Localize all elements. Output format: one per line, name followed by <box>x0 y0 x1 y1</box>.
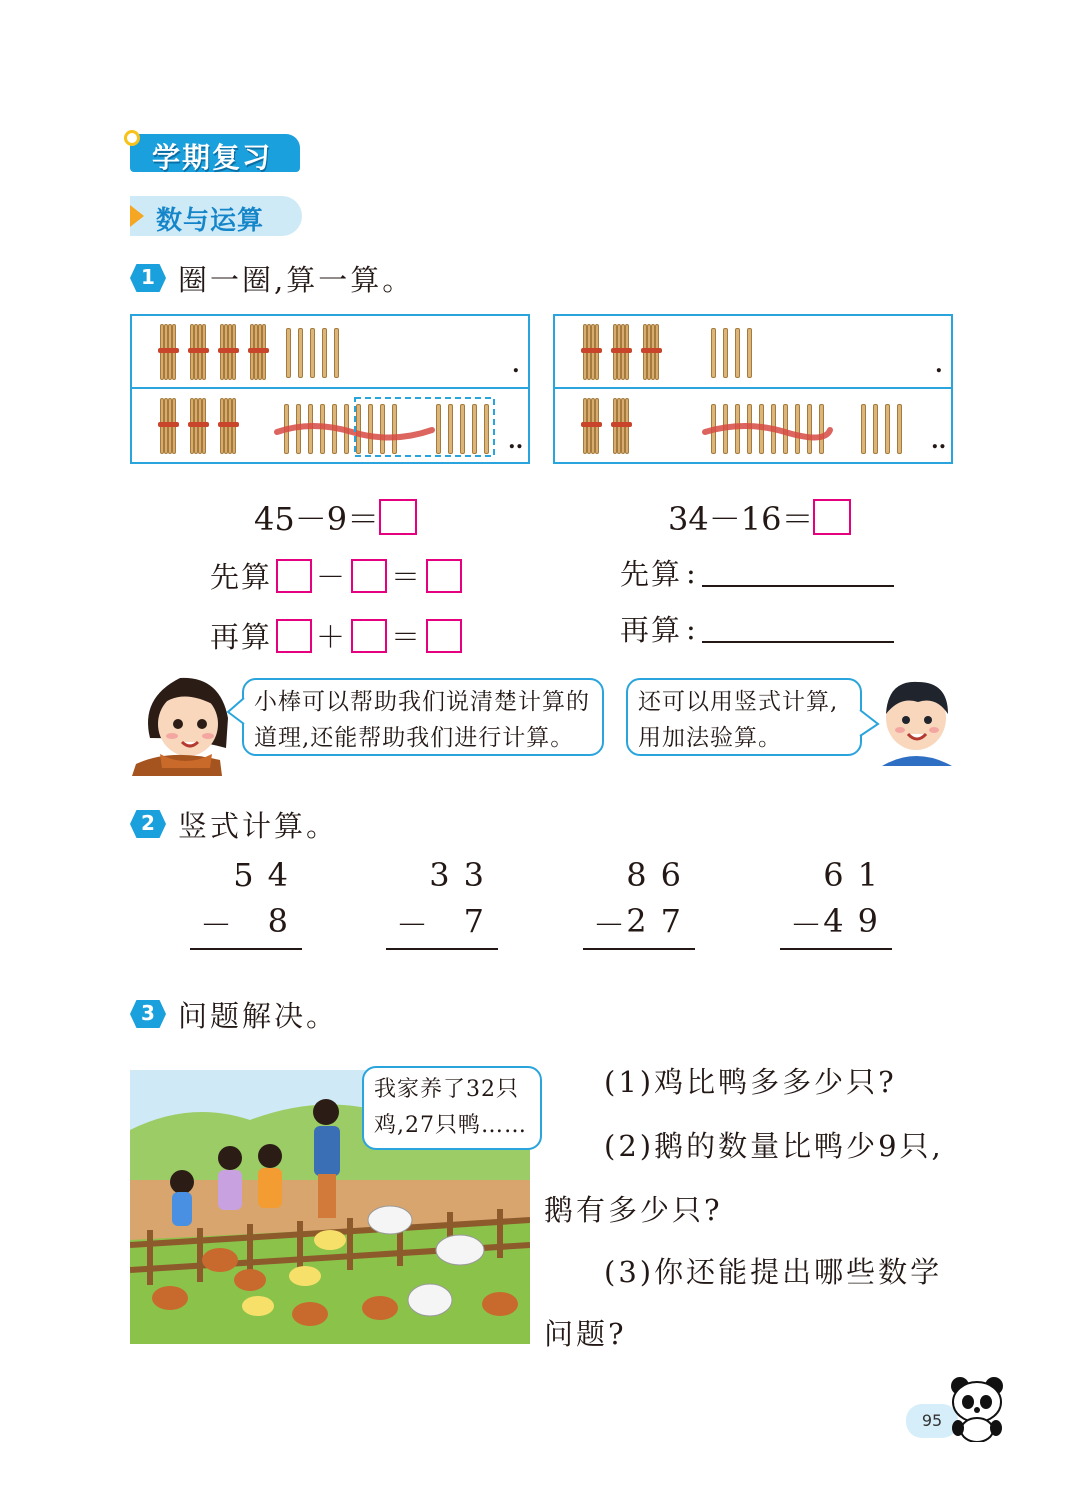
speech-bubble-farmer-text: 我家养了32只鸡,27只鸭…… <box>374 1077 527 1138</box>
colon: : <box>686 555 698 590</box>
question-number-1: 1 <box>130 264 166 292</box>
calc-line <box>780 948 892 950</box>
minuend: 86 <box>626 856 695 894</box>
minus-sign: － <box>593 906 626 944</box>
subtrahend: 8 <box>267 902 302 940</box>
speech-bubble-girl-text: 小棒可以帮助我们说清楚计算的道理,还能帮助我们进行计算。 <box>254 689 590 751</box>
question-3-part-3-cont: 问题? <box>544 1317 627 1351</box>
question-2-text: 竖式计算。 <box>178 809 339 843</box>
subsection-title: 数与运算 <box>156 206 265 236</box>
equation-right-text: 34－16＝ <box>668 500 814 538</box>
question-3-part-2: (2)鹅的数量比鸭少9只, <box>604 1129 944 1163</box>
bubble-tail-left <box>226 696 246 726</box>
question-3-part-1: (1)鸡比鸭多多少只? <box>604 1065 897 1099</box>
speech-bubble-farmer <box>362 1066 542 1150</box>
section-title: 学期复习 <box>152 141 273 174</box>
question-1-text: 圈一圈,算一算。 <box>178 263 415 297</box>
answer-box[interactable] <box>813 499 851 535</box>
subtrahend: 7 <box>463 902 498 940</box>
question-3-part-2-cont: 鹅有多少只? <box>544 1193 723 1227</box>
section-title-banner <box>130 134 300 172</box>
first-step-row-left <box>210 555 462 596</box>
vertical-calc-2 <box>386 856 498 956</box>
vertical-calc-4 <box>780 856 892 956</box>
answer-box[interactable] <box>426 559 462 593</box>
answer-box[interactable] <box>351 619 387 653</box>
question-number-2: 2 <box>130 810 166 838</box>
plus-sign: ＋ <box>316 620 348 654</box>
calc-line <box>583 948 695 950</box>
subsection-title-banner <box>130 196 302 236</box>
dots-top-left: . <box>512 352 520 378</box>
speech-bubble-boy-text: 还可以用竖式计算,用加法验算。 <box>638 689 839 751</box>
minuend: 61 <box>823 856 892 894</box>
speech-bubble-girl <box>242 678 604 756</box>
regroup-marks-right <box>555 316 955 466</box>
minuend: 33 <box>429 856 498 894</box>
first-step-row-right <box>620 552 894 593</box>
speech-bubble-boy <box>626 678 862 756</box>
girl-avatar <box>130 668 236 776</box>
first-label: 先算 <box>620 557 683 591</box>
dots-bottom-right: .. <box>931 428 947 454</box>
minus-sign: － <box>396 906 429 944</box>
question-number-3: 3 <box>130 1000 166 1028</box>
subtrahend: 27 <box>626 902 695 940</box>
colon: : <box>686 611 698 646</box>
calc-line <box>386 948 498 950</box>
then-step-row-left <box>210 615 462 656</box>
question-3-text: 问题解决。 <box>178 999 339 1033</box>
subtrahend: 49 <box>823 902 892 940</box>
calc-line <box>190 948 302 950</box>
triangle-marker-icon <box>130 205 144 227</box>
answer-line[interactable] <box>702 615 894 643</box>
answer-box[interactable] <box>351 559 387 593</box>
question-3-part-3: (3)你还能提出哪些数学 <box>604 1255 943 1289</box>
panda-icon <box>944 1372 1010 1442</box>
then-label: 再算 <box>620 613 683 647</box>
equation-left-text: 45－9＝ <box>254 500 380 538</box>
then-step-row-right <box>620 608 894 649</box>
sticks-panel-right <box>553 314 953 464</box>
vertical-calc-1 <box>190 856 302 956</box>
minus-sign: － <box>200 906 233 944</box>
first-label: 先算 <box>210 560 273 594</box>
answer-box[interactable] <box>379 499 417 535</box>
bulb-icon <box>124 130 140 146</box>
equals-sign: ＝ <box>391 620 423 654</box>
answer-box[interactable] <box>276 619 312 653</box>
dots-top-right: . <box>935 352 943 378</box>
minus-sign: － <box>316 560 348 594</box>
minuend: 54 <box>233 856 302 894</box>
then-label: 再算 <box>210 620 273 654</box>
equation-left <box>254 494 417 540</box>
answer-box[interactable] <box>426 619 462 653</box>
minus-sign: － <box>790 906 823 944</box>
vertical-calc-3 <box>583 856 695 956</box>
boy-avatar <box>876 674 956 766</box>
answer-box[interactable] <box>276 559 312 593</box>
equation-right <box>668 494 851 540</box>
sticks-panel-left <box>130 314 530 464</box>
regroup-marks-left <box>132 316 532 466</box>
dots-bottom-left: .. <box>508 428 524 454</box>
page-number: 95 <box>906 1404 958 1438</box>
equals-sign: ＝ <box>391 560 423 594</box>
answer-line[interactable] <box>702 559 894 587</box>
